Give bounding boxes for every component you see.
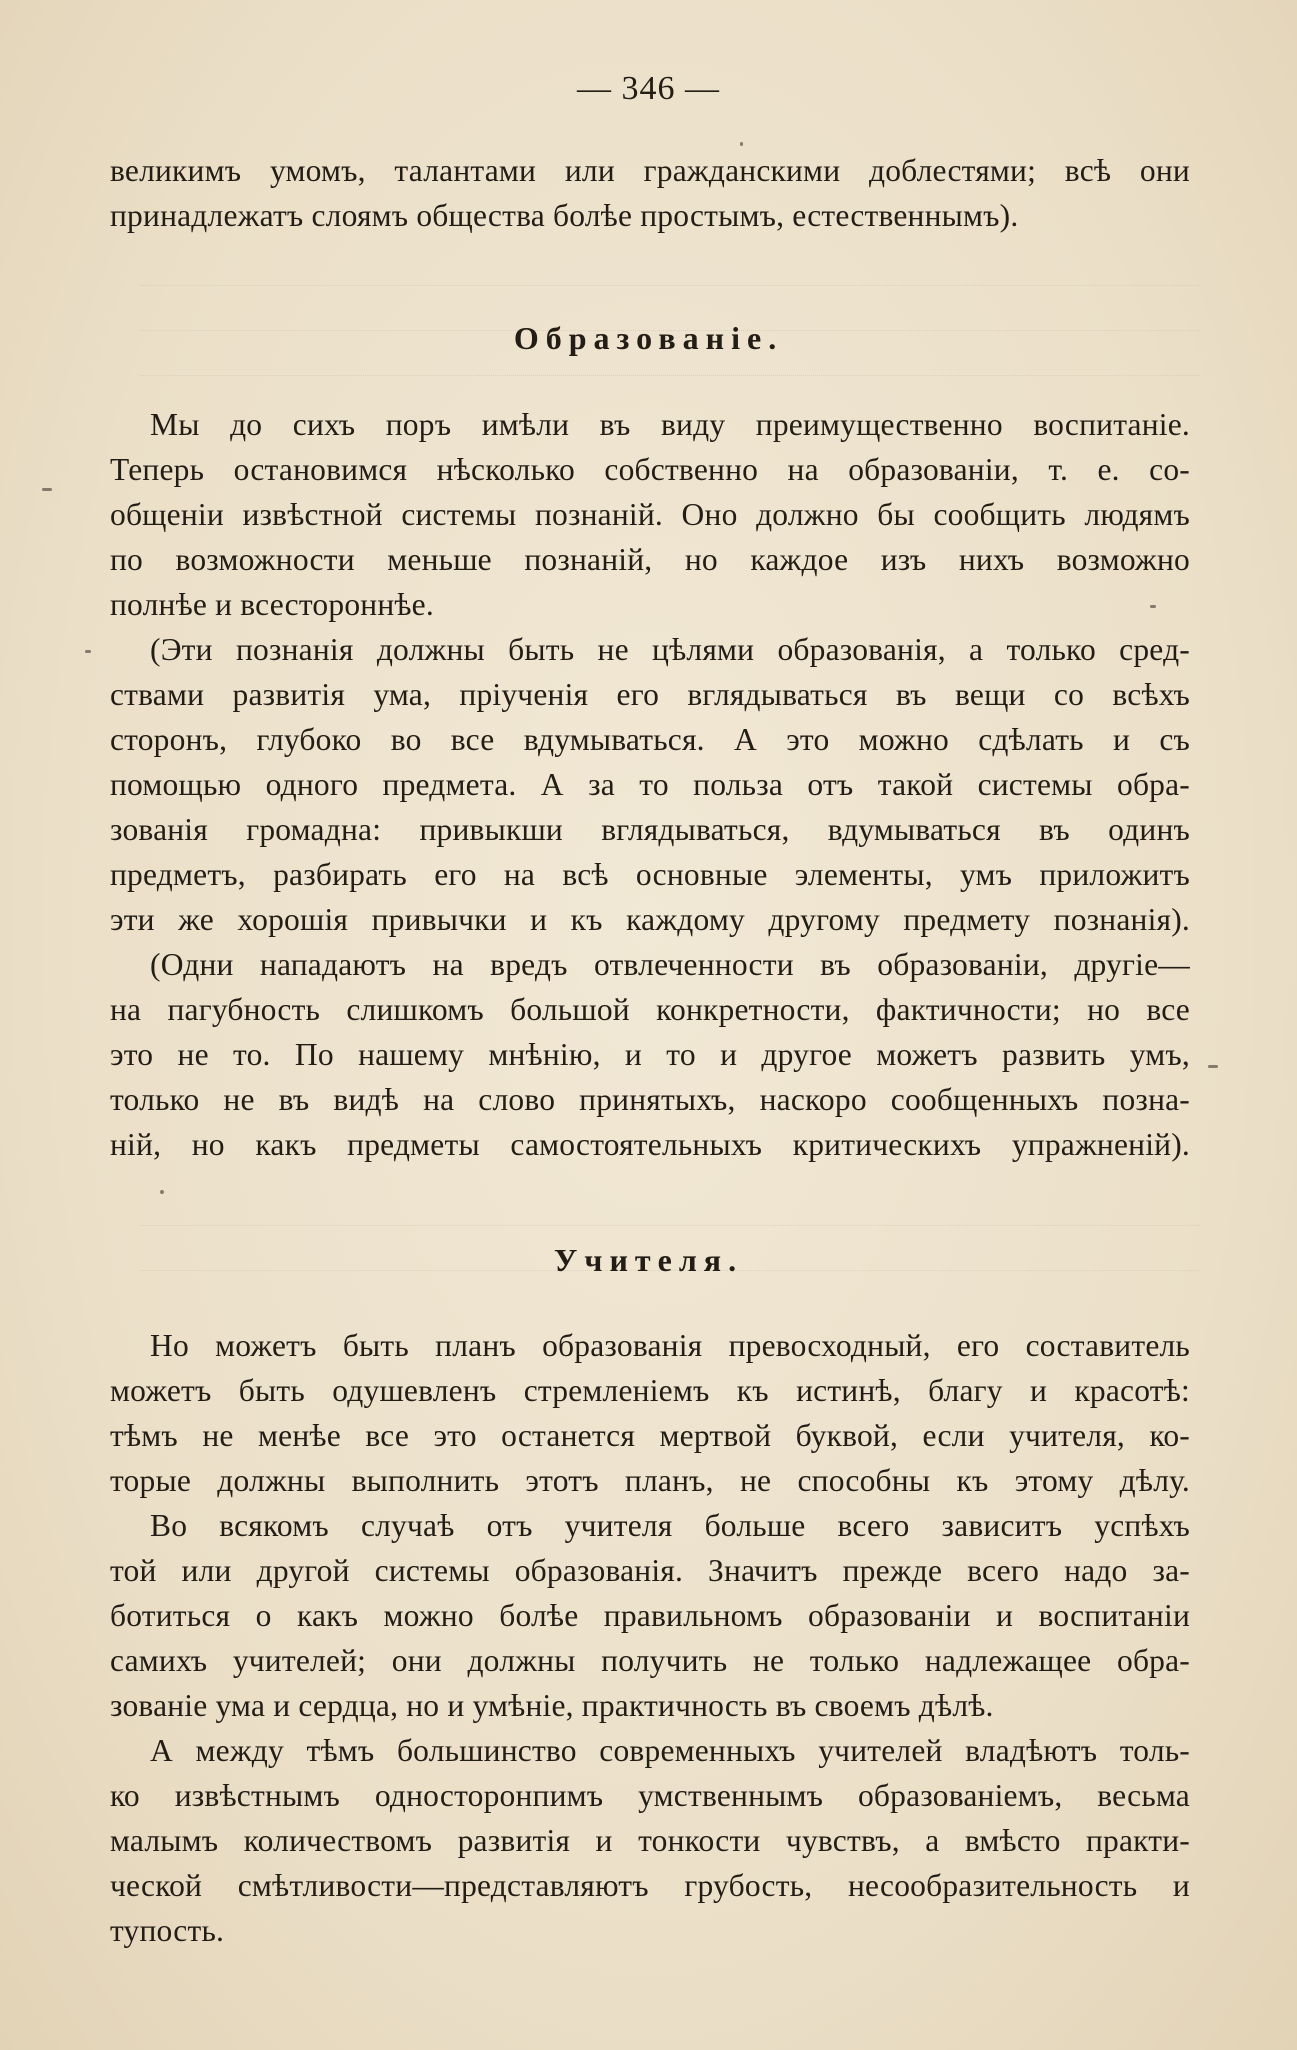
- text-line: Теперь остановимся нѣсколько собственно на образованіи, т. е. со-: [110, 452, 1190, 487]
- text-line: тѣмъ не менѣе все это останется мертвой буквой, если учителя, ко-: [110, 1418, 1190, 1453]
- text-line: тупость.: [110, 1913, 225, 1948]
- print-speck: [1208, 1065, 1218, 1068]
- text-line: ній, но какъ предметы самостоятельныхъ критическихъ упражненій).: [110, 1127, 1190, 1162]
- text-line: ко извѣстнымъ односторонпимъ умственнымъ образованіемъ, весьма: [110, 1778, 1190, 1813]
- text-line: (Одни нападаютъ на вредъ отвлеченности въ образованіи, другіе—: [150, 947, 1190, 982]
- print-speck: [1150, 605, 1156, 608]
- print-speck: [85, 650, 91, 653]
- section-heading-education: Образованіе.: [513, 320, 784, 356]
- text-line: по возможности меньше познаній, но каждое изъ нихъ возможно: [110, 542, 1190, 577]
- section-heading-teachers: Учителя.: [553, 1242, 744, 1278]
- text-line: это не то. По нашему мнѣнію, и то и другое можетъ развить умъ,: [110, 1037, 1190, 1072]
- text-line: ческой смѣтливости—представляютъ грубость, несообразительность и: [110, 1868, 1190, 1903]
- intro-text: [110, 148, 1190, 238]
- text-line: на пагубность слишкомъ большой конкретности, фактичности; но все: [110, 992, 1190, 1027]
- print-speck: [42, 488, 52, 491]
- text-line: общеніи извѣстной системы познаній. Оно должно бы сообщить людямъ: [110, 497, 1190, 532]
- text-line: полнѣе и всестороннѣе.: [110, 587, 434, 622]
- paragraph: [110, 942, 1190, 1167]
- paragraph: [110, 402, 1190, 627]
- text-line: помощью одного предмета. А за то польза отъ такой системы обра-: [110, 767, 1190, 802]
- text-line: (Эти познанія должны быть не цѣлями образованія, а только сред-: [150, 632, 1190, 667]
- text-line: предметъ, разбирать его на всѣ основные элементы, умъ приложитъ: [110, 857, 1190, 892]
- paragraph: [110, 1323, 1190, 1503]
- print-speck: [740, 142, 743, 146]
- text-line: эти же хорошія привычки и къ каждому другому предмету познанія).: [110, 902, 1190, 937]
- text-line: самихъ учителей; они должны получить не только надлежащее обра-: [110, 1643, 1190, 1678]
- text-line: Но можетъ быть планъ образованія превосходный, его составитель: [150, 1328, 1190, 1363]
- text-line: принадлежатъ слоямъ общества болѣе простымъ, естественнымъ).: [110, 198, 1019, 233]
- text-line: можетъ быть одушевленъ стремленіемъ къ истинѣ, благу и красотѣ:: [110, 1373, 1190, 1408]
- text-line: сторонъ, глубоко во все вдумываться. А это можно сдѣлать и съ: [110, 722, 1190, 757]
- section-teachers-body: [110, 1323, 1190, 1953]
- page-number: — 346 —: [577, 70, 720, 107]
- text-line: той или другой системы образованія. Значитъ прежде всего надо за-: [110, 1553, 1190, 1588]
- text-line: ботиться о какъ можно болѣе правильномъ образованіи и воспитаніи: [110, 1598, 1190, 1633]
- text-line: торые должны выполнить этотъ планъ, не способны къ этому дѣлу.: [110, 1463, 1190, 1498]
- text-line: зованія громадна: привыкши вглядываться, вдумываться въ одинъ: [110, 812, 1190, 847]
- print-speck: [160, 1190, 164, 1194]
- text-line: только не въ видѣ на слово принятыхъ, наскоро сообщенныхъ позна-: [110, 1082, 1190, 1117]
- text-line: Мы до сихъ поръ имѣли въ виду преимущественно воспитаніе.: [150, 407, 1190, 442]
- text-line: Во всякомъ случаѣ отъ учителя больше всего зависитъ успѣхъ: [150, 1508, 1190, 1543]
- text-line: малымъ количествомъ развитія и тонкости чувствъ, а вмѣсто практи-: [110, 1823, 1190, 1858]
- paragraph: [110, 1728, 1190, 1953]
- text-line: великимъ умомъ, талантами или гражданскими доблестями; всѣ они: [110, 153, 1190, 188]
- text-line: ствами развитія ума, пріученія его вглядываться въ вещи со всѣхъ: [110, 677, 1190, 712]
- text-line: А между тѣмъ большинство современныхъ учителей владѣютъ толь-: [150, 1733, 1190, 1768]
- section-education-body: [110, 402, 1190, 1167]
- text-line: зованіе ума и сердца, но и умѣніе, практичность въ своемъ дѣлѣ.: [110, 1688, 994, 1723]
- paragraph: [110, 1503, 1190, 1728]
- paragraph: [110, 627, 1190, 942]
